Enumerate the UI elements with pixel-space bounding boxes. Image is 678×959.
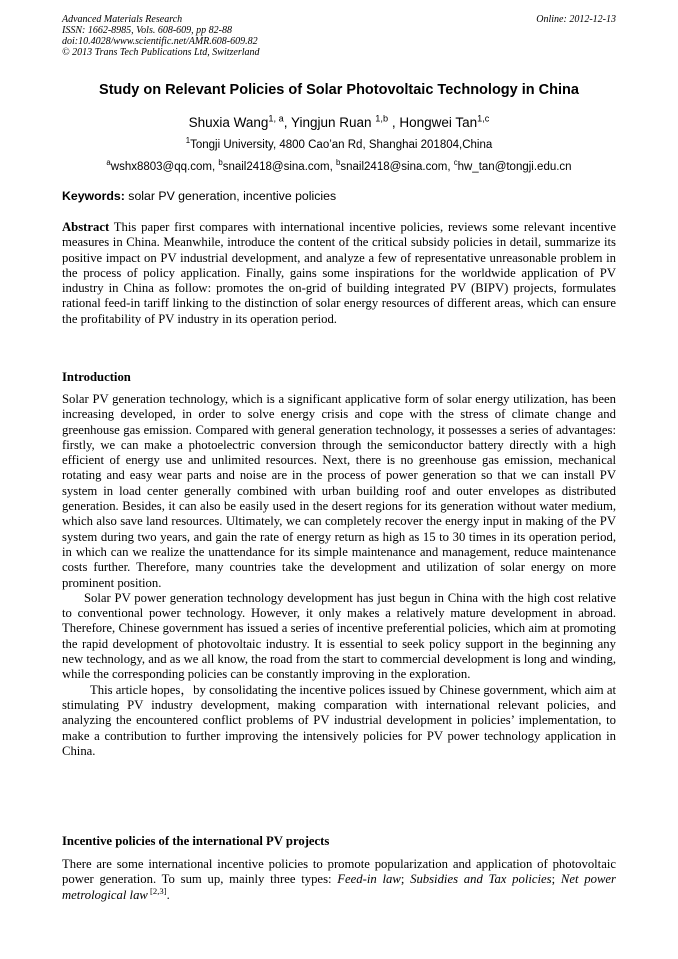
author-affil-mark: 1, a (268, 113, 284, 124)
policy-type: Subsidies and Tax policies (410, 872, 552, 887)
doi-line: doi:10.4028/www.scientific.net/AMR.608-609.82 (62, 36, 258, 47)
policy-type: Feed-in law (337, 872, 401, 887)
email-list: $^a$wshx8803@qq.com, $^b$snail2418@sina.com, $^b$snail2418@sina.com, $^c$hw_tan@tongji.edu.cn (106, 158, 572, 173)
issn-line: ISSN: 1662-8985, Vols. 608-609, pp 82-88 (62, 25, 232, 36)
email-mark: a (106, 158, 111, 168)
email-address[interactable]: wshx8803@qq.com (110, 161, 212, 173)
author-list: Shuxia Wang$^{1, a}$, Yingjun Ruan $^{1,b}$ , Hongwei Tan$^{1,c}$ (188, 113, 490, 130)
body-paragraph: This article hopes，by consolidating the incentive polices issued by Chinese government, which aim at stimulating PV industry development, making comparation with international relevant policies, and analyzing the encountered conflict problems of PV industrial development in policies’ implementation, to make a contribution to further improving the intensively policies for PV power technology application in China. (62, 682, 616, 758)
copyright-line: © 2013 Trans Tech Publications Ltd, Switzerland (62, 47, 260, 58)
journal-name: Advanced Materials Research (62, 14, 183, 25)
keywords (62, 189, 616, 204)
affiliation-text: Tongji University, 4800 Cao’an Rd, Shanghai 201804,China (190, 139, 493, 151)
email-address[interactable]: snail2418@sina.com (340, 161, 448, 173)
author-affil-mark: 1,b (375, 113, 389, 124)
abstract-text: This paper first compares with international incentive policies, reviews some relevant incentive measures in China. Meanwhile, introduce the content of the critical subsidy policies in detail, summarize its positive impact on PV industrial development, and analyze a few of representative unreasonable problem in the process of policy application. Finally, gains some inspirations for the worldwide application of PV industry in China as follow: promotes the on-grid of building integrated PV (BIPV) projects, formulates rational feed-in tariff linking to the distinction of solar energy resources of different areas, which can ensure the profitability of PV industry in its operation period. (62, 220, 616, 326)
email-address[interactable]: snail2418@sina.com (222, 161, 330, 173)
introduction-body (62, 392, 616, 759)
keywords-text: solar PV generation, incentive policies (124, 189, 337, 203)
affiliation (40, 138, 638, 153)
body-paragraph: Solar PV power generation technology development has just begun in China with the high cost relative to conventional power technology. However, it only makes a relatively mature development in abroad. Therefore, Chinese government has issued a series of incentive preferential policies, which aim at promoting the rapid development of photovoltaic industry. It is essential to seek policy support in the beginning any new technology, and as we all know, the road from the start to commercial development is long and winding, while the corresponding policies can be constantly improving in the exploration. (62, 590, 616, 682)
section-heading: Incentive policies of the international PV projects (62, 834, 330, 848)
sentence-end: . (166, 887, 170, 902)
author-affil-mark: 1,c (477, 113, 490, 124)
policy-type: Net power metrological law (62, 872, 616, 902)
author-name: Yingjun Ruan (290, 115, 376, 130)
author-name: Shuxia Wang (188, 115, 269, 130)
author-name: Hongwei Tan (399, 115, 478, 130)
body-paragraph: Solar PV generation technology, which is a significant applicative form of solar energy utilization, has been increasing developed, in order to solve energy crisis and cope with the stress of climate change and greenhouse gas emission. Compared with general generation technology, it possesses a series of advantages: firstly, we can make a photoelectric conversion through the semiconductor battery directly with a high efficient of energy use and unlimited resources. Next, there is no greenhouse gas emission, mechanical rotating and easy wear parts and noise are in the process of power generation so that we can install PV system in load center generally combined with urban building roof and outer envelopes as distributed generation. Besides, it can also be easily used in the desert regions for its generation without water medium, which also save land resources. Ultimately, we can completely recover the energy input in making of the PV system during two years, and gain the rate of energy return as high as 15 to 30 times in its operation period, in which can we realize the unattendance for its simple maintenance and management, reduce maintenance costs further. Therefore, many countries take the development and utilization of solar energy on more prominent position. (62, 392, 616, 590)
journal-header (62, 14, 616, 58)
citation-ref[interactable]: [2,3] (147, 885, 167, 896)
email-mark: c (453, 158, 458, 168)
introduction-heading: Introduction (62, 370, 131, 384)
email-address[interactable]: hw_tan@tongji.edu.cn (457, 161, 572, 173)
separator: ; (551, 872, 561, 887)
section-text: There are some international incentive policies to promote popularization and application of photovoltaic power generation. To sum up, mainly three types: (62, 857, 616, 887)
email-mark: b (218, 158, 223, 168)
keywords-label: Keywords: (62, 189, 125, 203)
section-body (62, 857, 616, 903)
paper-title: Study on Relevant Policies of Solar Photovoltaic Technology in China (99, 82, 579, 98)
affiliation-mark: 1 (185, 136, 191, 146)
email-mark: b (336, 158, 341, 168)
abstract-label: Abstract (62, 220, 110, 234)
separator: ; (400, 872, 411, 887)
online-date: Online: 2012-12-13 (536, 14, 616, 25)
abstract (62, 220, 616, 327)
